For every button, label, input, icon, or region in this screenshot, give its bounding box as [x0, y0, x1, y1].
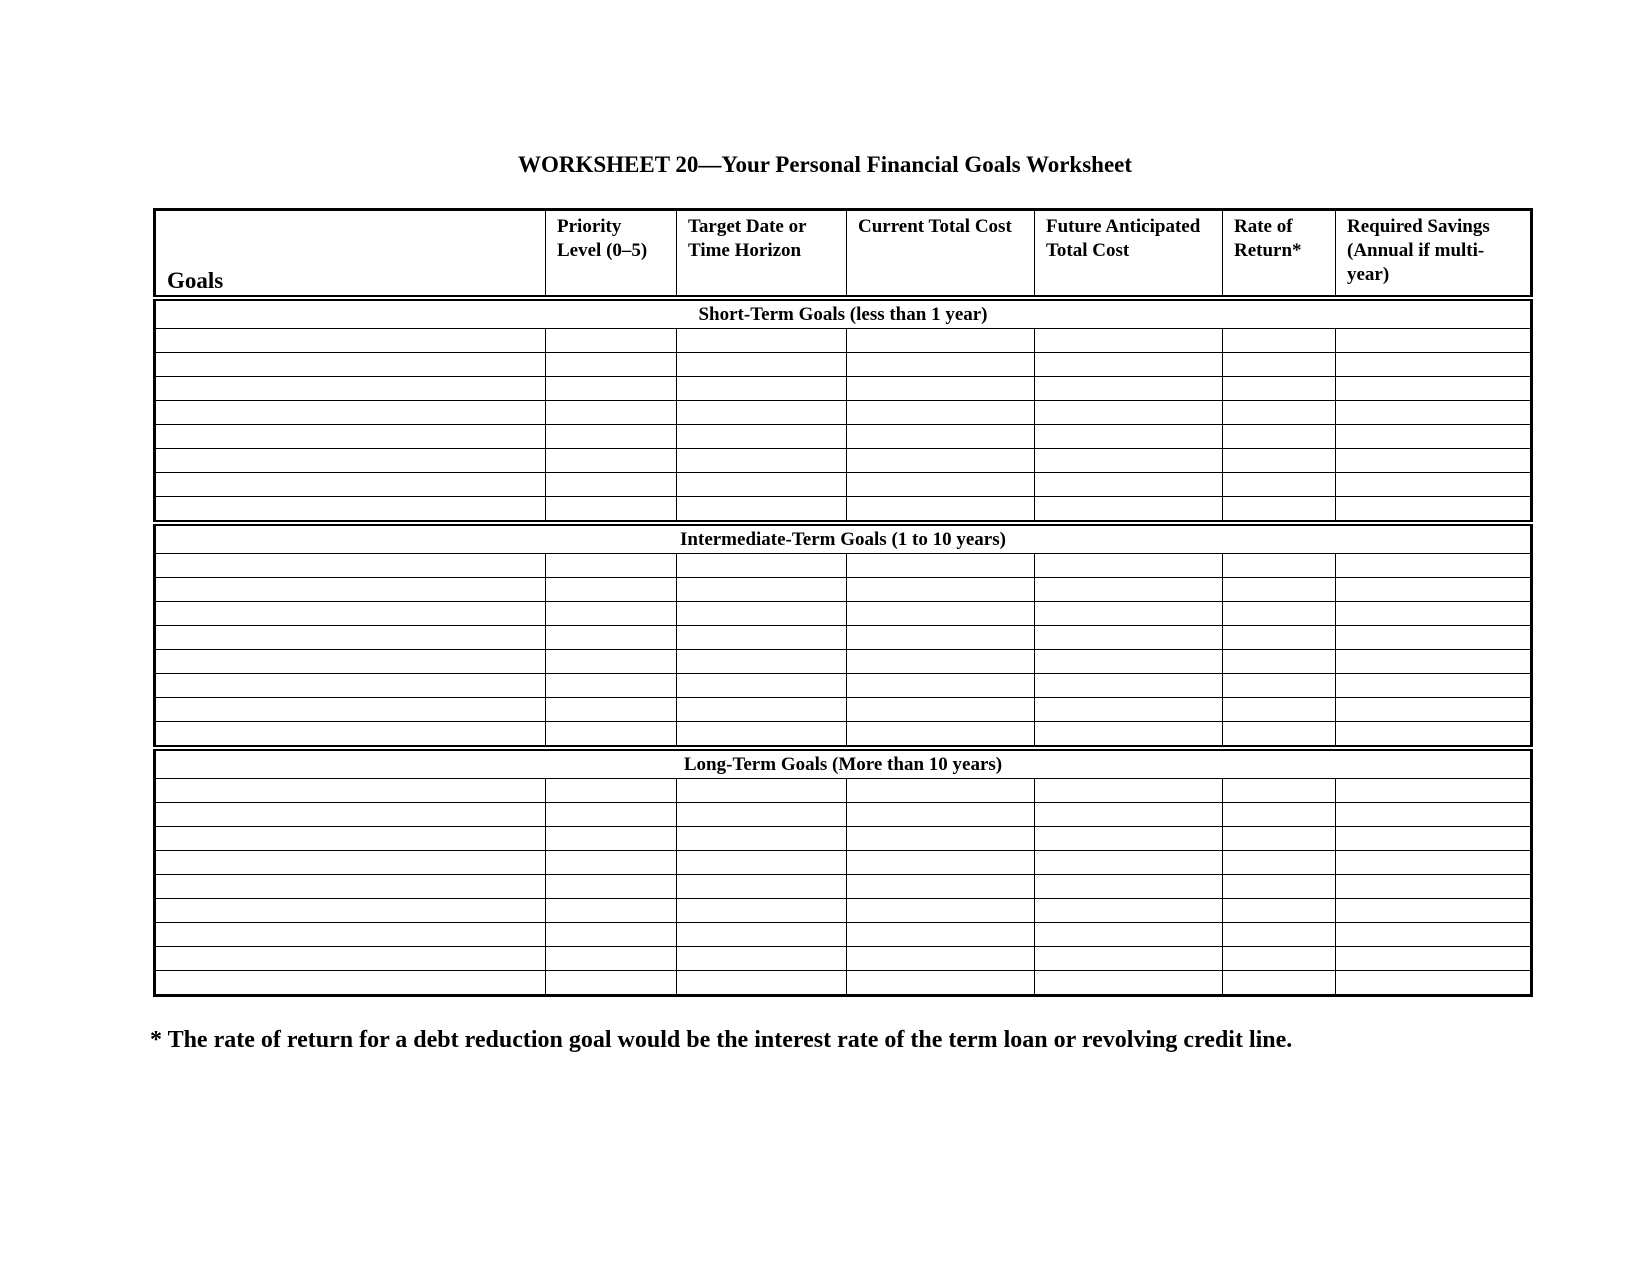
target-date-cell[interactable] [677, 497, 847, 524]
table-row [155, 329, 1532, 353]
goals-table [153, 208, 1533, 997]
future-cost-cell[interactable] [1035, 377, 1223, 401]
future-cost-cell[interactable] [1035, 473, 1223, 497]
current-cost-cell[interactable] [847, 851, 1035, 875]
required-savings-cell[interactable] [1336, 947, 1532, 971]
footnote: * The rate of return for a debt reduction goal would be the interest rate of the term loan or revolving credit line. [150, 1027, 1293, 1053]
rate-of-return-cell[interactable] [1223, 329, 1336, 353]
table-row [155, 803, 1532, 827]
required-savings-cell[interactable] [1336, 674, 1532, 698]
target-date-cell[interactable] [677, 803, 847, 827]
table-row [155, 923, 1532, 947]
future-cost-cell[interactable] [1035, 554, 1223, 578]
current-cost-cell[interactable] [847, 971, 1035, 996]
target-date-cell[interactable] [677, 377, 847, 401]
current-cost-cell[interactable] [847, 674, 1035, 698]
future-cost-cell[interactable] [1035, 650, 1223, 674]
table-row [155, 602, 1532, 626]
priority-cell[interactable] [546, 578, 677, 602]
rate-of-return-cell[interactable] [1223, 497, 1336, 524]
current-cost-cell[interactable] [847, 578, 1035, 602]
table-row [155, 377, 1532, 401]
table-row [155, 497, 1532, 524]
rate-of-return-cell[interactable] [1223, 899, 1336, 923]
target-date-cell[interactable] [677, 578, 847, 602]
future-cost-cell[interactable] [1035, 971, 1223, 996]
required-savings-cell[interactable] [1336, 875, 1532, 899]
future-cost-cell[interactable] [1035, 875, 1223, 899]
required-savings-cell[interactable] [1336, 329, 1532, 353]
current-cost-cell[interactable] [847, 875, 1035, 899]
required-savings-cell[interactable] [1336, 425, 1532, 449]
future-cost-cell[interactable] [1035, 851, 1223, 875]
rate-of-return-cell[interactable] [1223, 947, 1336, 971]
priority-cell[interactable] [546, 698, 677, 722]
goal-cell[interactable] [155, 674, 546, 698]
goal-cell[interactable] [155, 578, 546, 602]
target-date-cell[interactable] [677, 449, 847, 473]
table-row [155, 722, 1532, 749]
current-cost-cell[interactable] [847, 401, 1035, 425]
current-cost-cell[interactable] [847, 923, 1035, 947]
required-savings-cell[interactable] [1336, 698, 1532, 722]
current-cost-cell[interactable] [847, 803, 1035, 827]
target-date-cell[interactable] [677, 425, 847, 449]
goal-cell[interactable] [155, 449, 546, 473]
rate-of-return-cell[interactable] [1223, 473, 1336, 497]
required-savings-cell[interactable] [1336, 722, 1532, 749]
target-date-cell[interactable] [677, 923, 847, 947]
current-cost-cell[interactable] [847, 554, 1035, 578]
goal-cell[interactable] [155, 554, 546, 578]
required-savings-cell[interactable] [1336, 353, 1532, 377]
goal-cell[interactable] [155, 626, 546, 650]
future-cost-cell[interactable] [1035, 353, 1223, 377]
future-cost-cell[interactable] [1035, 578, 1223, 602]
future-cost-cell[interactable] [1035, 698, 1223, 722]
table-row [155, 554, 1532, 578]
table-row [155, 698, 1532, 722]
priority-cell[interactable] [546, 971, 677, 996]
goal-cell[interactable] [155, 473, 546, 497]
future-cost-cell[interactable] [1035, 329, 1223, 353]
priority-cell[interactable] [546, 722, 677, 749]
table-row [155, 401, 1532, 425]
priority-cell[interactable] [546, 875, 677, 899]
required-savings-cell[interactable] [1336, 779, 1532, 803]
rate-of-return-cell[interactable] [1223, 578, 1336, 602]
rate-of-return-cell[interactable] [1223, 353, 1336, 377]
column-header-required-savings: Required Savings (Annual if multi-year) [1336, 210, 1532, 299]
section-label: Short-Term Goals (less than 1 year) [155, 298, 1532, 329]
goal-cell[interactable] [155, 722, 546, 749]
current-cost-cell[interactable] [847, 329, 1035, 353]
future-cost-cell[interactable] [1035, 425, 1223, 449]
table-row [155, 473, 1532, 497]
table-row [155, 650, 1532, 674]
target-date-cell[interactable] [677, 698, 847, 722]
goal-cell[interactable] [155, 425, 546, 449]
priority-cell[interactable] [546, 851, 677, 875]
goal-cell[interactable] [155, 602, 546, 626]
required-savings-cell[interactable] [1336, 377, 1532, 401]
priority-cell[interactable] [546, 329, 677, 353]
rate-of-return-cell[interactable] [1223, 971, 1336, 996]
required-savings-cell[interactable] [1336, 650, 1532, 674]
rate-of-return-cell[interactable] [1223, 923, 1336, 947]
current-cost-cell[interactable] [847, 473, 1035, 497]
current-cost-cell[interactable] [847, 425, 1035, 449]
required-savings-cell[interactable] [1336, 971, 1532, 996]
table-row [155, 947, 1532, 971]
target-date-cell[interactable] [677, 554, 847, 578]
rate-of-return-cell[interactable] [1223, 626, 1336, 650]
table-row [155, 851, 1532, 875]
required-savings-cell[interactable] [1336, 851, 1532, 875]
rate-of-return-cell[interactable] [1223, 425, 1336, 449]
target-date-cell[interactable] [677, 650, 847, 674]
goal-cell[interactable] [155, 851, 546, 875]
current-cost-cell[interactable] [847, 626, 1035, 650]
current-cost-cell[interactable] [847, 947, 1035, 971]
rate-of-return-cell[interactable] [1223, 851, 1336, 875]
future-cost-cell[interactable] [1035, 923, 1223, 947]
current-cost-cell[interactable] [847, 698, 1035, 722]
rate-of-return-cell[interactable] [1223, 803, 1336, 827]
rate-of-return-cell[interactable] [1223, 602, 1336, 626]
priority-cell[interactable] [546, 626, 677, 650]
future-cost-cell[interactable] [1035, 803, 1223, 827]
table-row [155, 827, 1532, 851]
table-row [155, 875, 1532, 899]
required-savings-cell[interactable] [1336, 497, 1532, 524]
priority-cell[interactable] [546, 554, 677, 578]
rate-of-return-cell[interactable] [1223, 401, 1336, 425]
goal-cell[interactable] [155, 779, 546, 803]
target-date-cell[interactable] [677, 899, 847, 923]
target-date-cell[interactable] [677, 875, 847, 899]
goal-cell[interactable] [155, 650, 546, 674]
priority-cell[interactable] [546, 473, 677, 497]
current-cost-cell[interactable] [847, 650, 1035, 674]
section-header-row [155, 298, 1532, 329]
column-header-goals: Goals [155, 210, 546, 299]
current-cost-cell[interactable] [847, 779, 1035, 803]
future-cost-cell[interactable] [1035, 779, 1223, 803]
worksheet-title: WORKSHEET 20—Your Personal Financial Goals Worksheet [517, 152, 1133, 177]
required-savings-cell[interactable] [1336, 578, 1532, 602]
required-savings-cell[interactable] [1336, 899, 1532, 923]
future-cost-cell[interactable] [1035, 947, 1223, 971]
priority-cell[interactable] [546, 650, 677, 674]
current-cost-cell[interactable] [847, 602, 1035, 626]
target-date-cell[interactable] [677, 779, 847, 803]
required-savings-cell[interactable] [1336, 473, 1532, 497]
priority-cell[interactable] [546, 401, 677, 425]
goal-cell[interactable] [155, 401, 546, 425]
target-date-cell[interactable] [677, 626, 847, 650]
header-row [155, 210, 1532, 299]
goal-cell[interactable] [155, 827, 546, 851]
section-header-row [155, 748, 1532, 779]
section-header-row [155, 523, 1532, 554]
table-row [155, 899, 1532, 923]
goal-cell[interactable] [155, 353, 546, 377]
target-date-cell[interactable] [677, 602, 847, 626]
table-row [155, 971, 1532, 996]
goal-cell[interactable] [155, 923, 546, 947]
current-cost-cell[interactable] [847, 722, 1035, 749]
column-header-rate-of-return: Rate of Return* [1223, 210, 1336, 299]
section-label: Intermediate-Term Goals (1 to 10 years) [155, 523, 1532, 554]
priority-cell[interactable] [546, 602, 677, 626]
target-date-cell[interactable] [677, 851, 847, 875]
required-savings-cell[interactable] [1336, 602, 1532, 626]
required-savings-cell[interactable] [1336, 803, 1532, 827]
current-cost-cell[interactable] [847, 827, 1035, 851]
goal-cell[interactable] [155, 377, 546, 401]
target-date-cell[interactable] [677, 827, 847, 851]
rate-of-return-cell[interactable] [1223, 779, 1336, 803]
future-cost-cell[interactable] [1035, 827, 1223, 851]
future-cost-cell[interactable] [1035, 602, 1223, 626]
required-savings-cell[interactable] [1336, 923, 1532, 947]
future-cost-cell[interactable] [1035, 899, 1223, 923]
goal-cell[interactable] [155, 899, 546, 923]
table-row [155, 353, 1532, 377]
rate-of-return-cell[interactable] [1223, 674, 1336, 698]
current-cost-cell[interactable] [847, 899, 1035, 923]
rate-of-return-cell[interactable] [1223, 554, 1336, 578]
priority-cell[interactable] [546, 377, 677, 401]
priority-cell[interactable] [546, 827, 677, 851]
column-header-future-cost: Future Anticipated Total Cost [1035, 210, 1223, 299]
section-label: Long-Term Goals (More than 10 years) [155, 748, 1532, 779]
rate-of-return-cell[interactable] [1223, 377, 1336, 401]
goal-cell[interactable] [155, 329, 546, 353]
priority-cell[interactable] [546, 923, 677, 947]
goal-cell[interactable] [155, 971, 546, 996]
goal-cell[interactable] [155, 875, 546, 899]
rate-of-return-cell[interactable] [1223, 449, 1336, 473]
priority-cell[interactable] [546, 449, 677, 473]
rate-of-return-cell[interactable] [1223, 722, 1336, 749]
target-date-cell[interactable] [677, 353, 847, 377]
column-header-target-date: Target Date or Time Horizon [677, 210, 847, 299]
current-cost-cell[interactable] [847, 449, 1035, 473]
goal-cell[interactable] [155, 698, 546, 722]
required-savings-cell[interactable] [1336, 401, 1532, 425]
priority-cell[interactable] [546, 497, 677, 524]
priority-cell[interactable] [546, 947, 677, 971]
target-date-cell[interactable] [677, 722, 847, 749]
rate-of-return-cell[interactable] [1223, 650, 1336, 674]
rate-of-return-cell[interactable] [1223, 698, 1336, 722]
goal-cell[interactable] [155, 947, 546, 971]
goal-cell[interactable] [155, 497, 546, 524]
future-cost-cell[interactable] [1035, 449, 1223, 473]
current-cost-cell[interactable] [847, 377, 1035, 401]
goal-cell[interactable] [155, 803, 546, 827]
priority-cell[interactable] [546, 674, 677, 698]
current-cost-cell[interactable] [847, 497, 1035, 524]
target-date-cell[interactable] [677, 401, 847, 425]
priority-cell[interactable] [546, 779, 677, 803]
required-savings-cell[interactable] [1336, 554, 1532, 578]
priority-cell[interactable] [546, 425, 677, 449]
future-cost-cell[interactable] [1035, 674, 1223, 698]
table-row [155, 449, 1532, 473]
future-cost-cell[interactable] [1035, 626, 1223, 650]
future-cost-cell[interactable] [1035, 722, 1223, 749]
priority-cell[interactable] [546, 803, 677, 827]
target-date-cell[interactable] [677, 971, 847, 996]
rate-of-return-cell[interactable] [1223, 827, 1336, 851]
target-date-cell[interactable] [677, 674, 847, 698]
current-cost-cell[interactable] [847, 353, 1035, 377]
table-row [155, 626, 1532, 650]
column-header-priority: Priority Level (0–5) [546, 210, 677, 299]
required-savings-cell[interactable] [1336, 626, 1532, 650]
target-date-cell[interactable] [677, 329, 847, 353]
goals-table-body [155, 298, 1532, 996]
column-header-current-cost: Current Total Cost [847, 210, 1035, 299]
required-savings-cell[interactable] [1336, 827, 1532, 851]
priority-cell[interactable] [546, 353, 677, 377]
target-date-cell[interactable] [677, 473, 847, 497]
future-cost-cell[interactable] [1035, 497, 1223, 524]
target-date-cell[interactable] [677, 947, 847, 971]
table-row [155, 578, 1532, 602]
priority-cell[interactable] [546, 899, 677, 923]
required-savings-cell[interactable] [1336, 449, 1532, 473]
table-row [155, 425, 1532, 449]
future-cost-cell[interactable] [1035, 401, 1223, 425]
table-row [155, 779, 1532, 803]
rate-of-return-cell[interactable] [1223, 875, 1336, 899]
table-row [155, 674, 1532, 698]
